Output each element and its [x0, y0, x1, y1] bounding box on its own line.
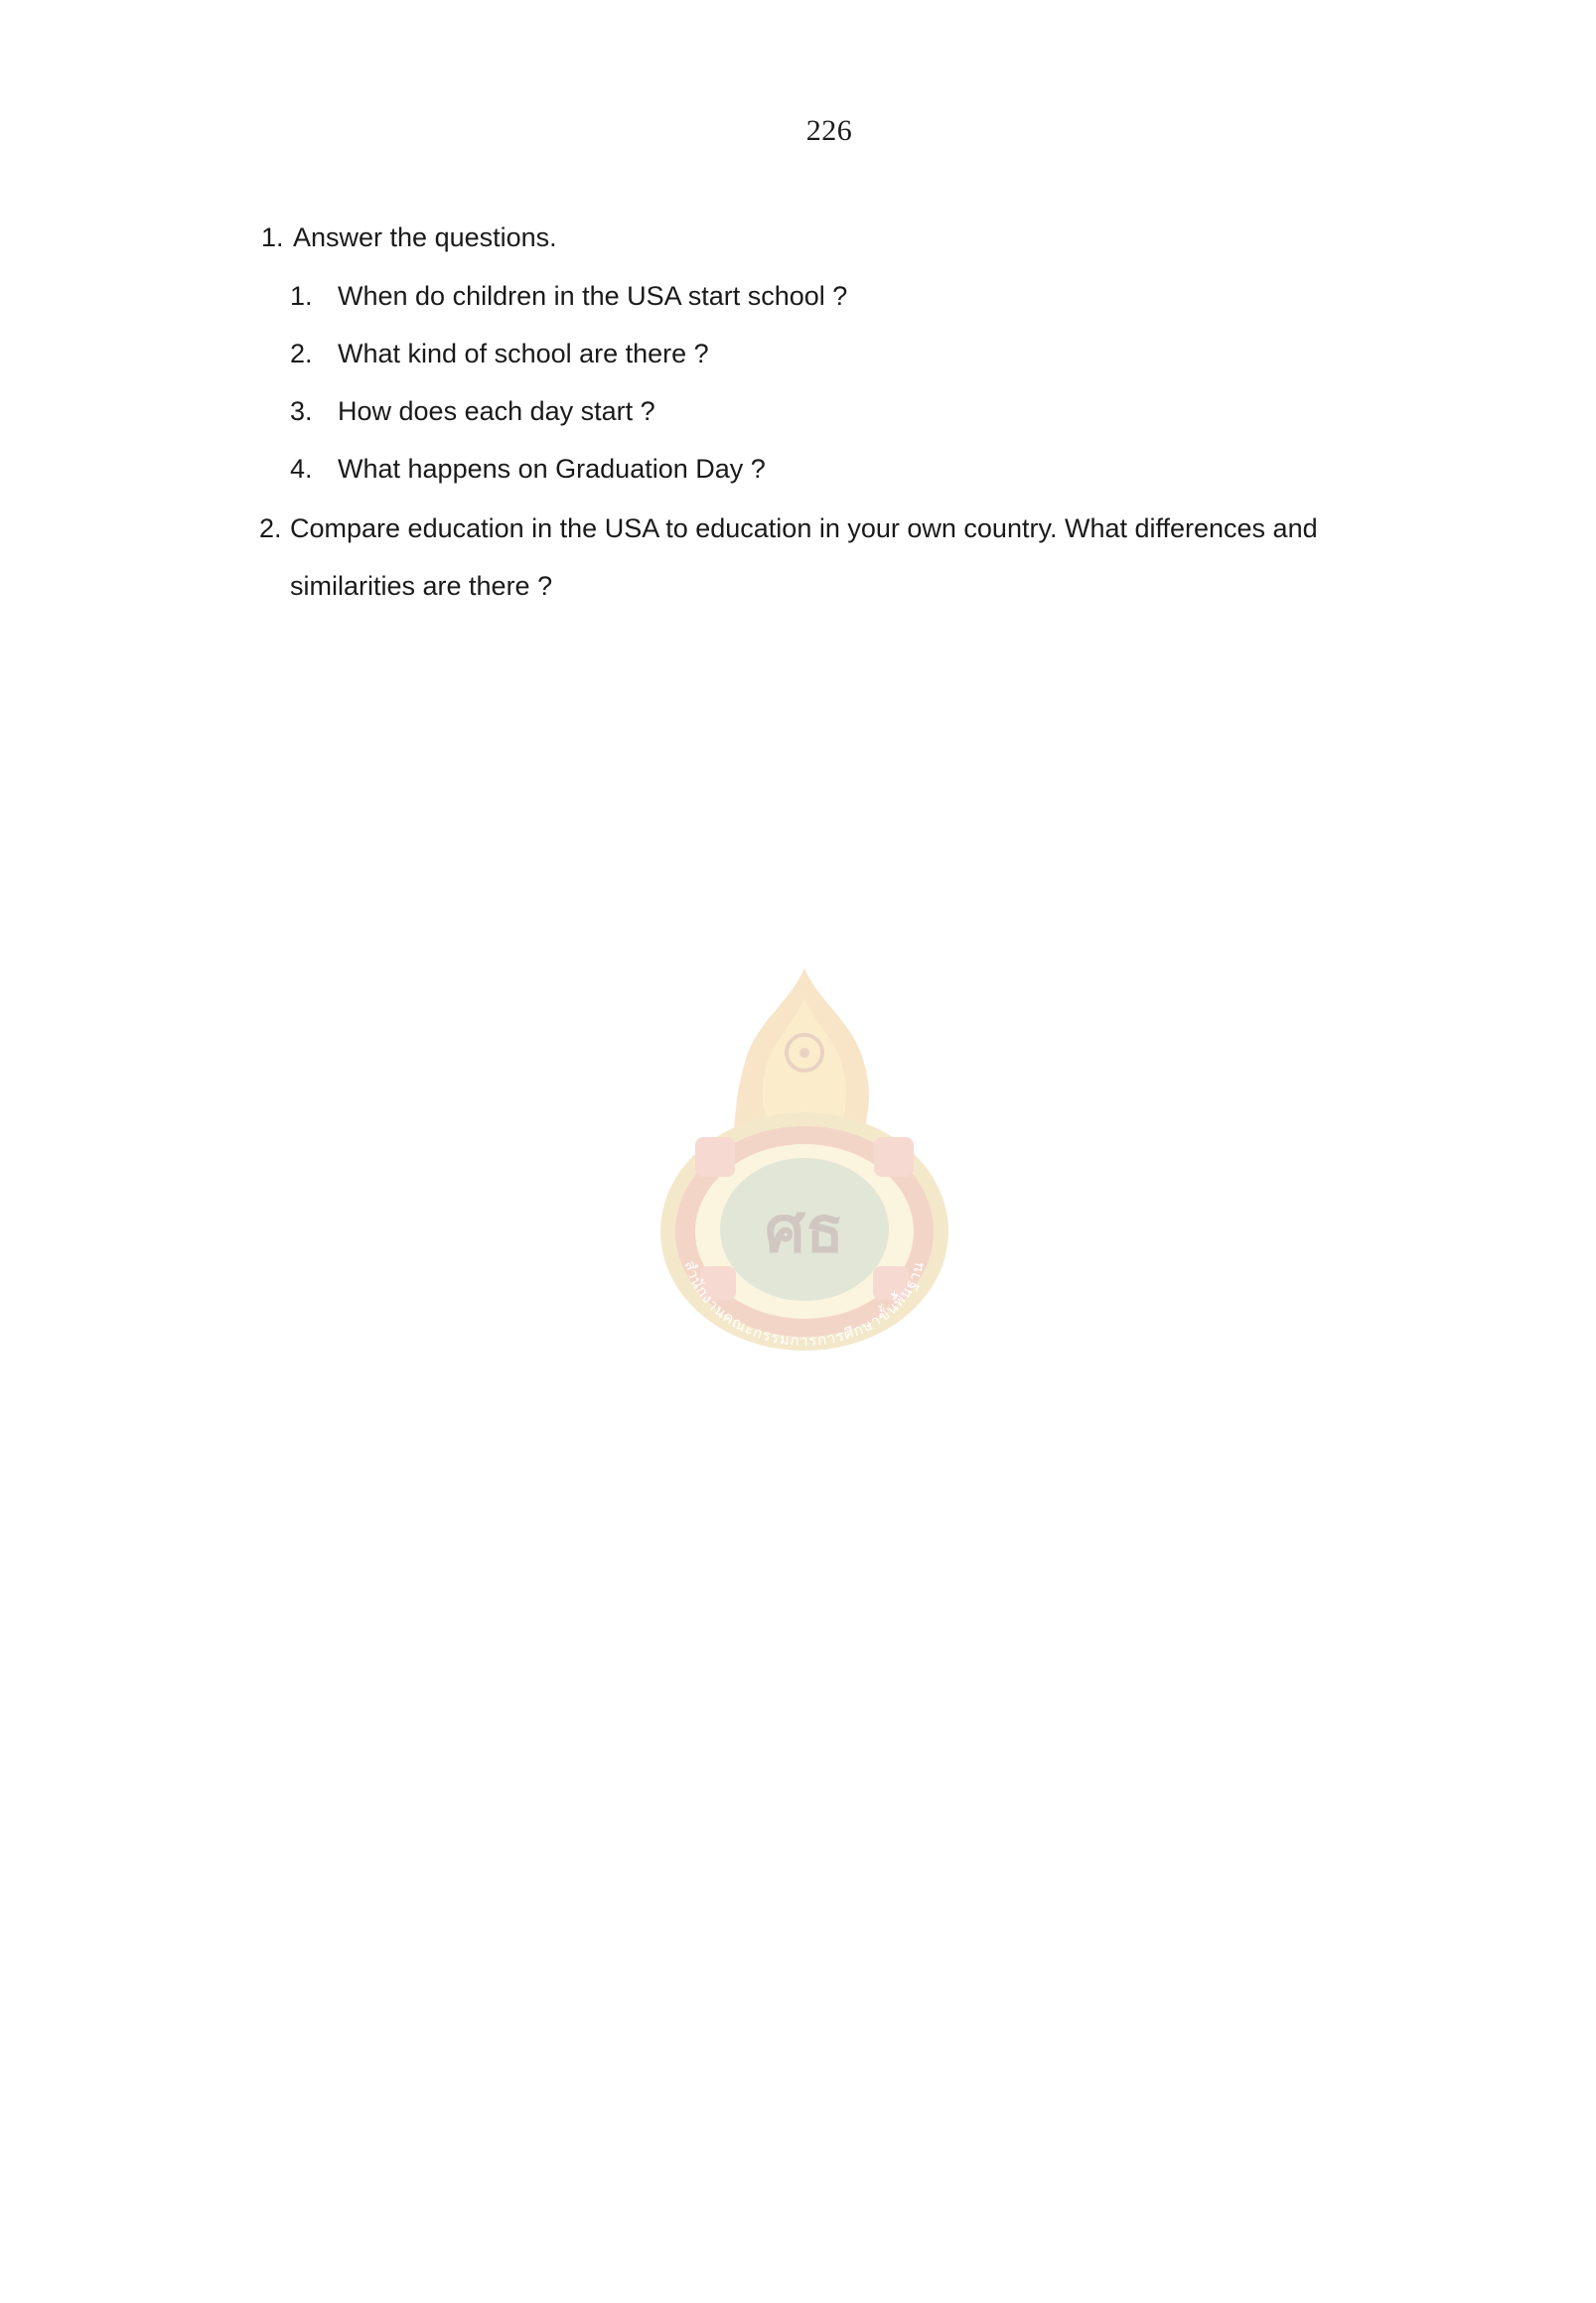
item-number: 3. [290, 396, 313, 426]
question-1-text: Answer the questions. [293, 222, 557, 252]
item-number: 1. [290, 281, 313, 311]
item-number: 2. [290, 339, 313, 368]
question-1-number: 1. [261, 222, 284, 252]
item-text: What kind of school are there ? [338, 339, 709, 368]
item-text: How does each day start ? [338, 396, 655, 426]
emblem-seal-text: สำนักงานคณะกรรมการการศึกษาขั้นพื้นฐาน [680, 1258, 929, 1351]
question-2-number: 2. [259, 513, 282, 543]
emblem-seal-icon [655, 963, 953, 1361]
emblem-center-text: ศธ [765, 1194, 844, 1267]
question-2-continuation: similarities are there ? [290, 571, 553, 601]
item-number: 4. [290, 454, 313, 484]
question-2 [259, 511, 1318, 545]
item-text: What happens on Graduation Day ? [338, 454, 766, 484]
page-number: 226 [805, 114, 853, 147]
question-1-item-3 [290, 394, 655, 428]
question-1-item-4 [290, 452, 766, 486]
item-text: When do children in the USA start school ? [338, 281, 848, 311]
question-1-item-2 [290, 337, 709, 370]
question-2-text-line-1: Compare education in the USA to education in your own country. What differences and [290, 513, 1318, 543]
question-1 [261, 220, 557, 254]
question-1-item-1 [290, 279, 847, 313]
